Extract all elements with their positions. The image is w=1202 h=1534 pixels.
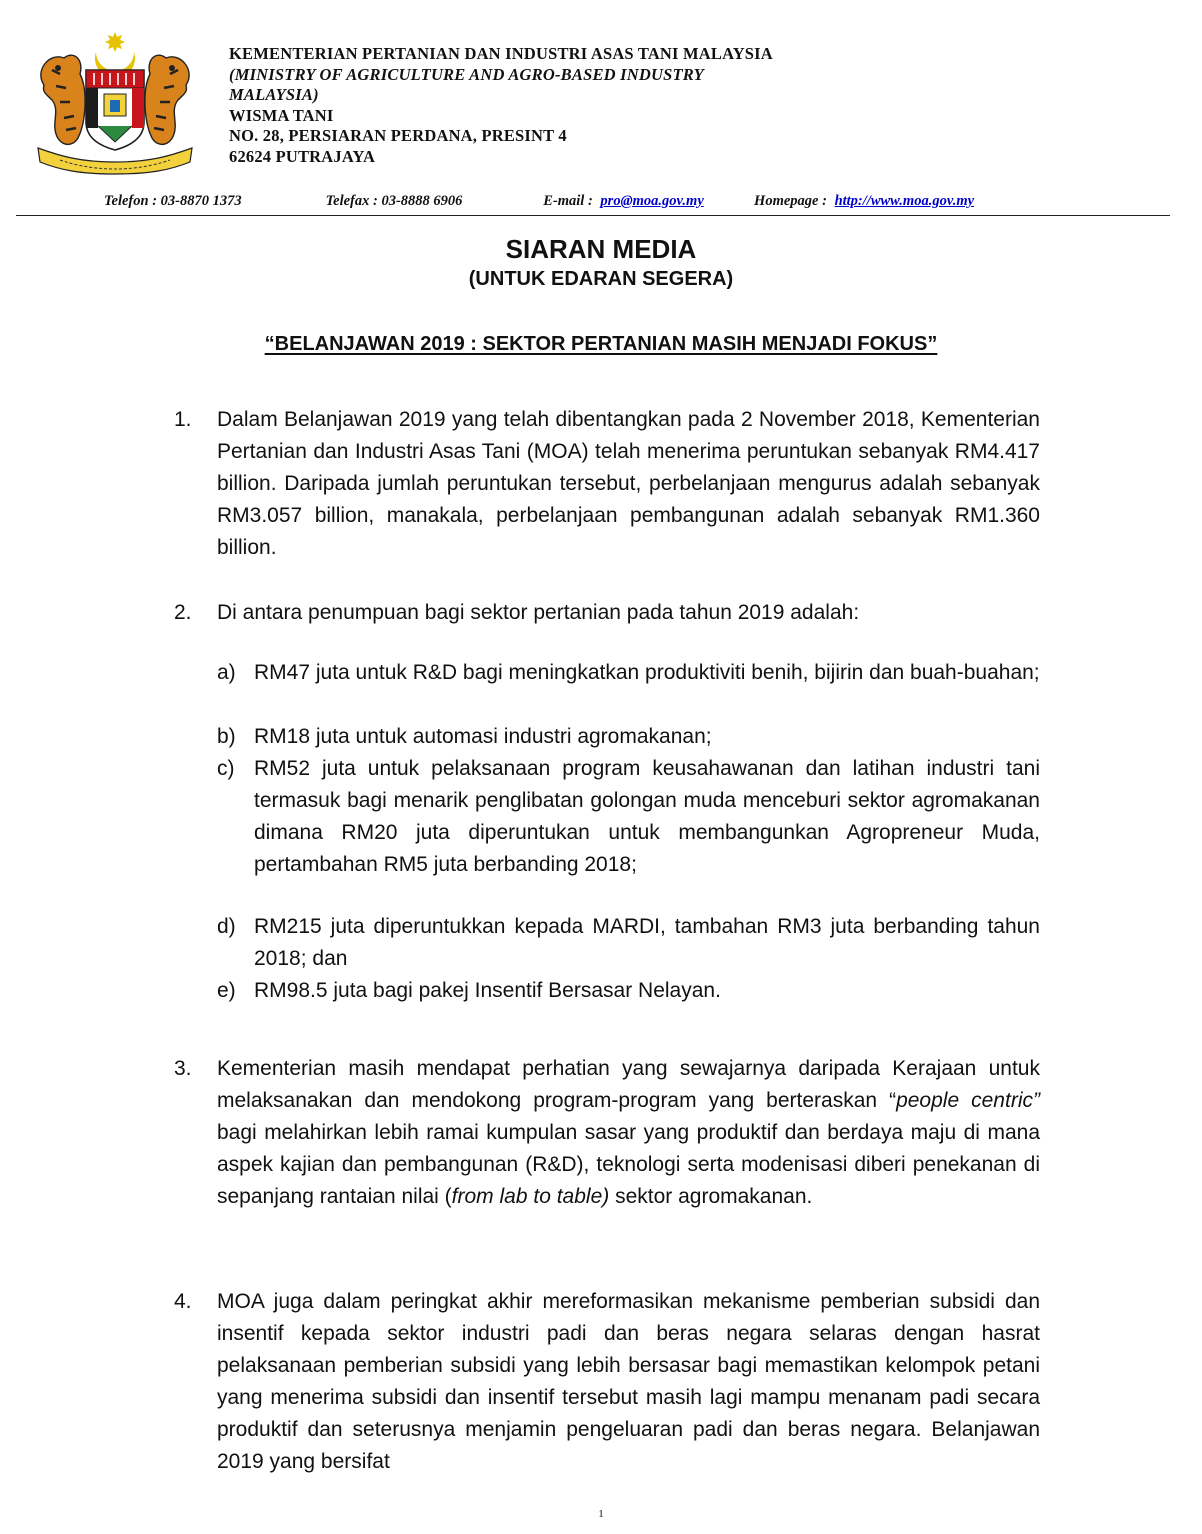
list-label: b) [217, 725, 236, 748]
list-item-c [217, 753, 1040, 881]
list-text: RM98.5 juta bagi pakej Insentif Bersasar Nelayan. [254, 979, 721, 1002]
headline [0, 333, 1202, 356]
paragraph-text-part: sektor agromakanan. [609, 1185, 813, 1208]
paragraph-text [217, 1053, 1040, 1213]
paragraph-3 [174, 1053, 1040, 1213]
headline-text: “BELANJAWAN 2019 : SEKTOR PERTANIAN MASIH MENJADI FOKUS” [264, 333, 938, 355]
email-link[interactable]: pro@moa.gov.my [600, 193, 704, 209]
list-item-a [217, 657, 1040, 689]
paragraph-text: Di antara penumpuan bagi sektor pertanian pada tahun 2019 adalah: [217, 601, 860, 624]
header-divider [16, 215, 1170, 216]
ministry-name-english-cont: MALAYSIA) [229, 85, 319, 105]
ministry-address [229, 44, 773, 168]
paragraph-number: 4. [174, 1290, 192, 1313]
paragraph-2 [174, 597, 1040, 629]
list-text: RM47 juta untuk R&D bagi meningkatkan produktiviti benih, bijirin dan buah-buahan; [254, 661, 1040, 684]
document-title: SIARAN MEDIA [505, 234, 697, 264]
list-label: c) [217, 757, 235, 780]
homepage-label: Homepage : [754, 193, 827, 209]
paragraph-text-part: bagi melahirkan lebih ramai kumpulan sasar yang produktif dan berdaya maju di mana aspek kajian dan pembangunan (R&D), teknologi serta modenisasi diberi penekanan di sepanjang rantaian nilai ( [217, 1121, 1040, 1208]
ministry-name: KEMENTERIAN PERTANIAN DAN INDUSTRI ASAS TANI MALAYSIA [229, 44, 773, 63]
ministry-name-english: (MINISTRY OF AGRICULTURE AND AGRO-BASED INDUSTRY [229, 64, 704, 84]
list-label: e) [217, 979, 236, 1002]
list-text: RM18 juta untuk automasi industri agromakanan; [254, 725, 712, 748]
list-label: d) [217, 915, 236, 938]
document-subtitle: (UNTUK EDARAN SEGERA) [468, 268, 734, 290]
paragraph-number: 2. [174, 601, 192, 624]
paragraph-text: MOA juga dalam peringkat akhir mereformasikan mekanisme pemberian subsidi dan insentif kepada sektor industri padi dan beras negara selaras dengan hasrat pelaksanaan pemberian subsidi yang lebih bersasar bagi memastikan kelompok petani yang menerima subsidi dan insentif tersebut masih lagi mampu menanam padi secara produktif dan seterusnya menjamin pengeluaran padi dan beras negara. Belanjawan 2019 yang bersifat [217, 1290, 1040, 1473]
homepage-link[interactable]: http://www.moa.gov.my [834, 193, 975, 209]
coat-of-arms-icon [30, 30, 200, 175]
phone-number: Telefon : 03-8870 1373 [104, 193, 242, 209]
paragraph-italic-part: people centric” [896, 1089, 1040, 1112]
paragraph-1 [174, 404, 1040, 564]
list-text: RM52 juta untuk pelaksanaan program keusahawanan dan latihan industri tani termasuk bagi menarik penglibatan golongan muda menceburi sektor agromakanan dimana RM20 juta diperuntukan untuk membangunkan Agropreneur Muda, pertambahan RM5 juta berbanding 2018; [254, 757, 1040, 876]
paragraph-4 [174, 1286, 1040, 1478]
postcode-city: 62624 PUTRAJAYA [229, 146, 376, 166]
street-address: NO. 28, PERSIARAN PERDANA, PRESINT 4 [229, 126, 567, 146]
paragraph-text: Dalam Belanjawan 2019 yang telah dibentangkan pada 2 November 2018, Kementerian Pertanian dan Industri Asas Tani (MOA) telah menerima peruntukan sebanyak RM4.417 billion. Daripada jumlah peruntukan tersebut, perbelanjaan mengurus adalah sebanyak RM3.057 billion, manakala, perbelanjaan pembangunan adalah sebanyak RM1.360 billion. [217, 408, 1040, 559]
fax-number: Telefax : 03-8888 6906 [325, 193, 463, 209]
email-label: E-mail : [543, 193, 593, 209]
building-name: WISMA TANI [229, 105, 334, 125]
page-number: 1 [598, 1508, 604, 1520]
list-text: RM215 juta diperuntukkan kepada MARDI, tambahan RM3 juta berbanding tahun 2018; dan [254, 915, 1040, 970]
list-item-e [217, 975, 1040, 1007]
contact-line [104, 193, 974, 210]
paragraph-number: 3. [174, 1057, 192, 1080]
paragraph-number: 1. [174, 408, 192, 431]
paragraph-italic-part: from lab to table) [451, 1185, 610, 1208]
list-label: a) [217, 661, 236, 684]
list-item-b [217, 721, 1040, 753]
letterhead [0, 0, 1202, 220]
list-item-d [217, 911, 1040, 975]
paragraph-text-part: Kementerian masih mendapat perhatian yang sewajarnya daripada Kerajaan untuk melaksanakan dan mendokong program-program yang berteraskan “ [217, 1057, 1040, 1112]
